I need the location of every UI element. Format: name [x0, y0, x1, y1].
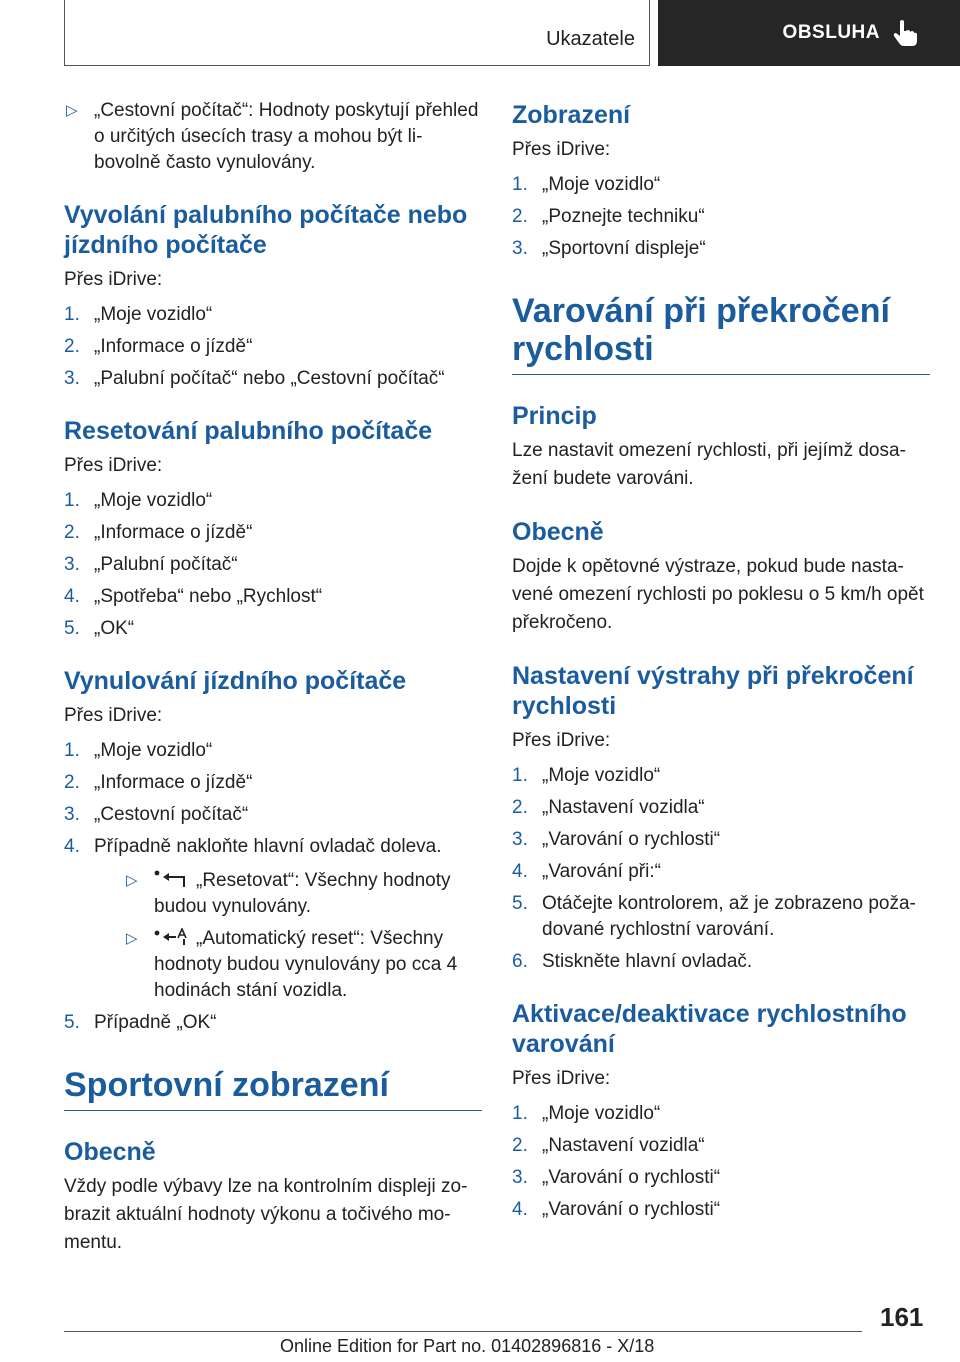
steps-reset-computer: [64, 488, 482, 642]
edition-text: Online Edition for Part no. 01402896816 - X/18: [280, 1336, 655, 1356]
steps-call-computer: [64, 302, 482, 392]
step-item: 2. „Informace o jízdě“: [64, 336, 253, 357]
lead-text: Přes iDrive:: [64, 705, 163, 726]
bullet-triangle-icon: ▷: [126, 872, 138, 889]
page-number: 161: [880, 1302, 924, 1332]
heading-display: Zobrazení: [512, 101, 631, 129]
step-item: 4. „Spotřeba“ nebo „Rychlost“: [64, 586, 323, 607]
step-item: 2. „Poznejte techniku“: [512, 206, 705, 227]
sub-bullets: [124, 868, 482, 1004]
step-item: 1. „Moje vozidlo“: [64, 304, 213, 325]
title-sport-display: Sportovní zobrazení: [64, 1066, 482, 1111]
step-item: 4. „Varování při:“: [512, 861, 661, 882]
sub-bullet-auto-reset: ▷ „Automatický reset“: Všechny hodnoty budou vynulovány po cca 4 hodinách stání vozidla.: [126, 928, 458, 1001]
sport-general-text: Vždy podle výbavy lze na kontrolním displeji zobrazit aktuální hodnoty výkonu a točivého momentu.: [64, 1176, 468, 1253]
steps-zero-trip-computer: [64, 738, 482, 1036]
right-column: [512, 100, 930, 1229]
step-item: 4. Případně nakloňte hlavní ovladač doleva. ▷ „Resetovat“: Všechny hodnoty budou vynulovány. ▷ „Automatický reset“: Všechny hodnoty budou vynulovány po cca 4 hodinách stání vozidla.: [64, 834, 482, 1004]
lead-text: Přes iDrive:: [64, 269, 163, 290]
step-item: 1. „Moje vozidlo“: [64, 490, 213, 511]
step-item: 4. „Varování o rychlosti“: [512, 1199, 721, 1220]
heading-sport-general: Obecně: [64, 1138, 156, 1166]
step-item: 3. „Varování o rychlosti“: [512, 1167, 721, 1188]
header-frame: [64, 0, 650, 66]
steps-setup-warning: [512, 763, 930, 975]
step-item: 3. „Varování o rychlosti“: [512, 829, 721, 850]
step-item: 3. „Palubní počítač“: [64, 554, 238, 575]
heading-setup-warning: Nastavení výstrahy při překročení rychlosti: [512, 662, 914, 720]
heading-activate-warning: Aktivace/deaktivace rychlostního varování: [512, 1000, 907, 1058]
general-text: Dojde k opětovné výstraze, pokud bude nastavené omezení rychlosti po poklesu o 5 km/h opět překročeno.: [512, 556, 924, 633]
steps-display: [512, 172, 930, 262]
steps-activate-warning: [512, 1101, 930, 1223]
footer-divider: [64, 1331, 862, 1332]
step-item: 5. Otáčejte kontrolorem, až je zobrazeno požadované rychlostní varování.: [512, 893, 916, 940]
sub-bullet-reset: ▷ „Resetovat“: Všechny hodnoty budou vynulovány.: [126, 870, 451, 917]
bullet-triangle-icon: ▷: [126, 930, 138, 947]
step-item: 3. „Palubní počítač“ nebo „Cestovní počítač“: [64, 368, 445, 389]
reset-arrow-icon: [154, 870, 188, 888]
step-item: 3. „Sportovní displeje“: [512, 238, 706, 259]
step-item: 1. „Moje vozidlo“: [512, 765, 661, 786]
heading-principle: Princip: [512, 402, 597, 430]
step-item: 2. „Nastavení vozidla“: [512, 1135, 705, 1156]
lead-text: Přes iDrive:: [512, 1068, 611, 1089]
left-column: [64, 98, 482, 1257]
auto-reset-arrow-icon: [154, 928, 188, 946]
step-item: 6. Stiskněte hlavní ovladač.: [512, 951, 753, 972]
title-speed-warning: Varování při překročení rychlosti: [512, 292, 930, 375]
heading-general: Obecně: [512, 518, 604, 546]
heading-zero-trip-computer: Vynulování jízdního počítače: [64, 667, 407, 695]
lead-text: Přes iDrive:: [64, 455, 163, 476]
step-item: 3. „Cestovní počítač“: [64, 804, 249, 825]
heading-call-computer: Vyvolání palubního počítače nebo jízdního počítače: [64, 201, 468, 259]
step-item: 2. „Informace o jízdě“: [64, 772, 253, 793]
step-item: 5. „OK“: [64, 618, 135, 639]
chapter-label: OBSLUHA: [782, 22, 880, 43]
section-title: Ukazatele: [546, 28, 635, 50]
chapter-tab: [658, 0, 960, 66]
step-item: 2. „Informace o jízdě“: [64, 522, 253, 543]
intro-bullet: ▷ „Cestovní počítač“: Hodnoty poskytují přehled o určitých úsecích trasy a mohou být libovolně často vynulovány.: [66, 100, 479, 173]
step-item: 1. „Moje vozidlo“: [64, 740, 213, 761]
step-item: 1. „Moje vozidlo“: [512, 174, 661, 195]
lead-text: Přes iDrive:: [512, 139, 611, 160]
lead-text: Přes iDrive:: [512, 730, 611, 751]
step-item: 5. Případně „OK“: [64, 1012, 217, 1033]
pointing-hand-icon: [892, 19, 918, 47]
principle-text: Lze nastavit omezení rychlosti, při jejímž dosažení budete varováni.: [512, 440, 906, 489]
step-item: 2. „Nastavení vozidla“: [512, 797, 705, 818]
step-item: 1. „Moje vozidlo“: [512, 1103, 661, 1124]
bullet-triangle-icon: ▷: [66, 102, 78, 119]
heading-reset-computer: Resetování palubního počítače: [64, 417, 433, 445]
